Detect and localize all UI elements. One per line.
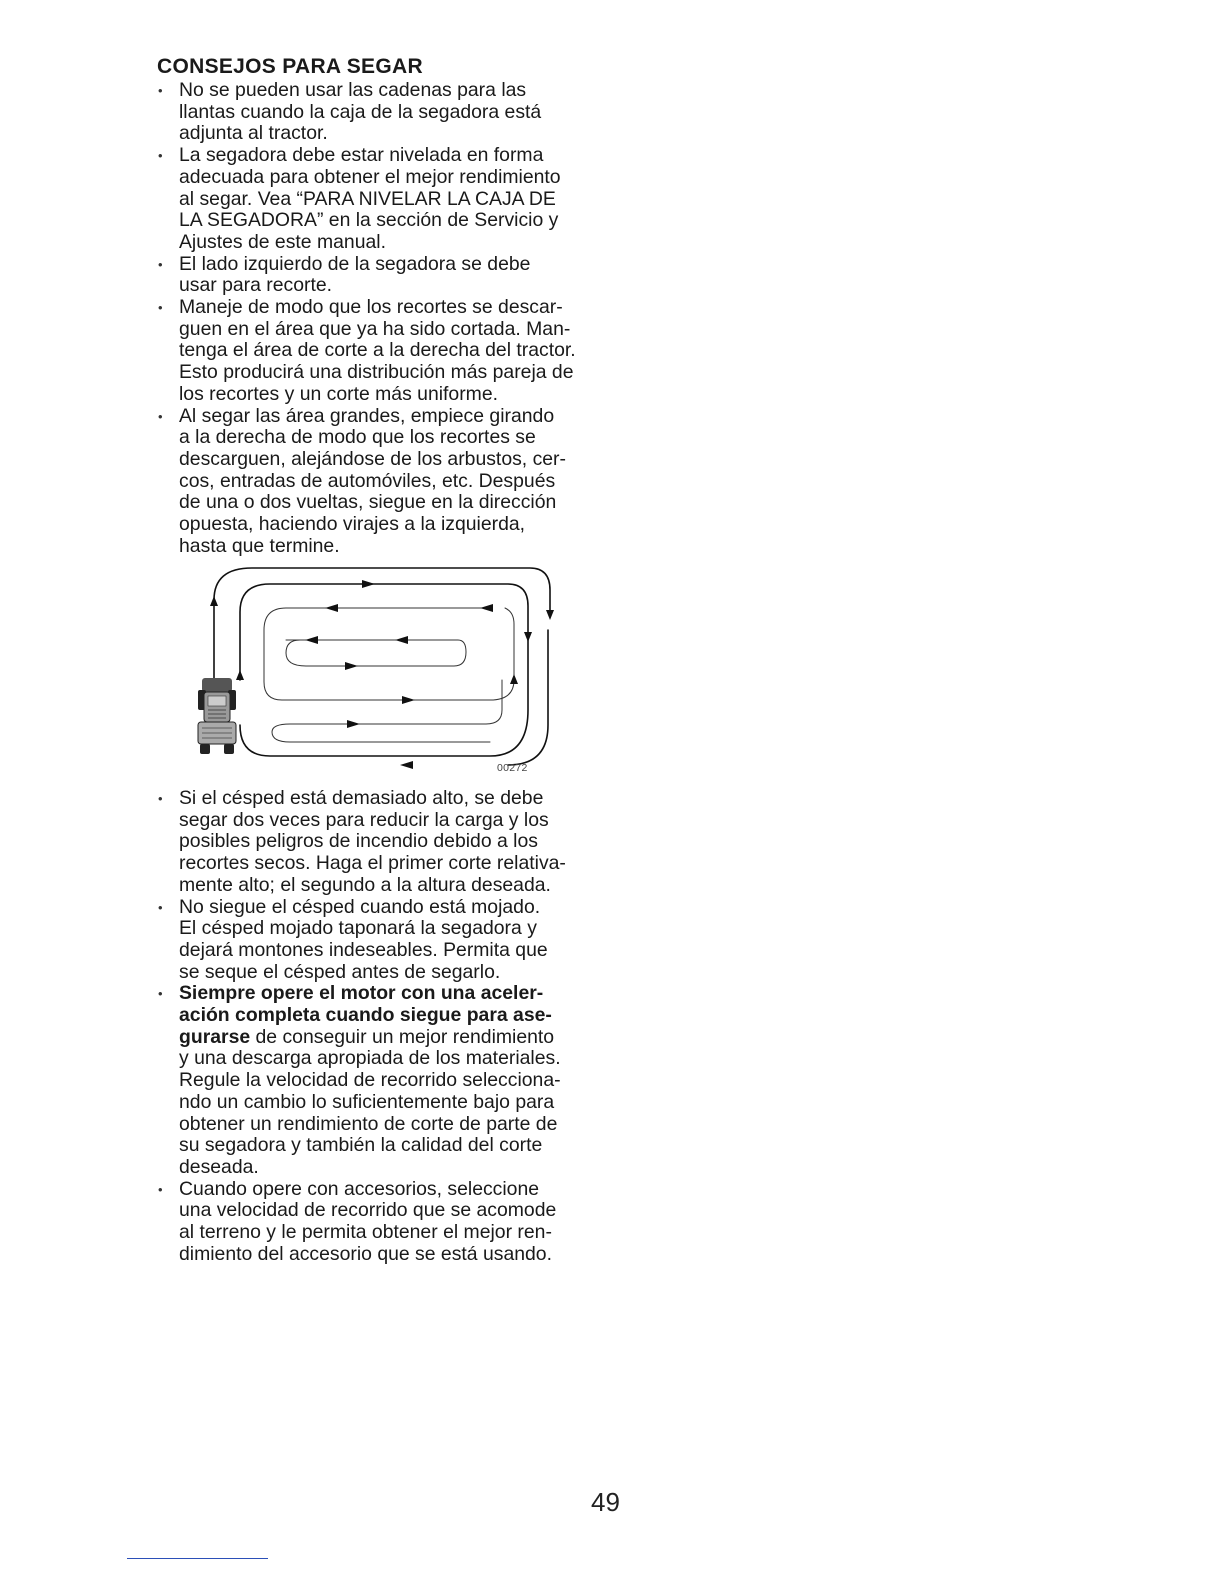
text-line: al segar. Vea “PARA NIVELAR LA CAJA DE [179, 187, 556, 210]
section-title: CONSEJOS PARA SEGAR [157, 55, 423, 78]
text-line: y una descarga apropiada de los materiales. [179, 1047, 561, 1070]
direction-arrow-icon [236, 670, 244, 680]
list-item [157, 897, 607, 984]
top-section [157, 54, 607, 557]
text-line: a la derecha de modo que los recortes se [179, 426, 536, 449]
text-line: hasta que termine. [179, 534, 340, 557]
text-line: Regule la velocidad de recorrido selecciona- [179, 1069, 561, 1092]
text-line: descarguen, alejándose de los arbustos, cer- [179, 447, 566, 470]
direction-arrow-icon [546, 610, 554, 620]
inner-paths [264, 608, 514, 742]
bold-lead: gurarse [179, 1025, 251, 1048]
bold-text-line: • Siempre opere el motor con una aceler- [179, 982, 544, 1005]
path-third [264, 608, 514, 700]
list-item [157, 297, 607, 406]
direction-arrow-icon [362, 580, 375, 588]
path-fifth [272, 680, 502, 742]
path-second [240, 584, 528, 756]
text-line: los recortes y un corte más uniforme. [179, 382, 498, 405]
text-line: • La segadora debe estar nivelada en forma [179, 144, 544, 167]
list-item [157, 406, 607, 558]
text-line: su segadora y también la calidad del corte [179, 1134, 543, 1157]
direction-arrow-icon [395, 636, 408, 644]
text-line: dejará montones indeseables. Permita que [179, 938, 548, 961]
direction-arrow-icon [210, 596, 218, 606]
direction-arrow-icon [480, 604, 493, 612]
tractor-icon [198, 678, 236, 754]
bottom-section [157, 788, 607, 1265]
list-item [157, 254, 607, 297]
direction-arrow-icon [510, 674, 518, 684]
figure-label: 00272 [497, 762, 528, 774]
tips-list-bottom [157, 788, 607, 1265]
direction-arrow-icon [524, 632, 532, 642]
list-item [157, 145, 607, 254]
text-line: se seque el césped antes de segarlo. [179, 960, 501, 983]
text-line: • Maneje de modo que los recortes se descar- [179, 296, 563, 319]
text-line: mente alto; el segundo a la altura deseada. [179, 873, 551, 896]
text-line: una velocidad de recorrido que se acomode [179, 1199, 557, 1222]
text-line: dimiento del accesorio que se está usando. [179, 1242, 552, 1265]
text-line: • El lado izquierdo de la segadora se debe [179, 252, 531, 275]
text-line: • Si el césped está demasiado alto, se debe [179, 787, 544, 809]
direction-arrow-icon [402, 696, 415, 704]
text-line: • No se pueden usar las cadenas para las [179, 79, 527, 101]
direction-arrow-icon [305, 636, 318, 644]
direction-arrow-icon [325, 604, 338, 612]
text-line: de una o dos vueltas, siegue en la dirección [179, 491, 557, 514]
text-line: posibles peligros de incendio debido a los [179, 830, 538, 853]
text-line: guen en el área que ya ha sido cortada. Man- [179, 317, 571, 340]
text-line: Ajustes de este manual. [179, 230, 386, 253]
text-line: opuesta, haciendo virajes a la izquierda, [179, 513, 526, 536]
direction-arrow-icon [400, 761, 413, 769]
text-line: • Al segar las área grandes, empiece girando [179, 404, 555, 427]
text-line: al terreno y le permita obtener el mejor ren- [179, 1221, 552, 1244]
page-number: 49 [591, 1487, 620, 1517]
direction-arrow-icon [345, 662, 358, 670]
text-line: llantas cuando la caja de la segadora está [179, 100, 542, 123]
text-line: deseada. [179, 1155, 259, 1178]
text-line: Esto producirá una distribución más pareja de [179, 361, 574, 384]
text-line: • Cuando opere con accesorios, seleccione [179, 1177, 540, 1200]
list-item [157, 80, 607, 145]
text-line: adecuada para obtener el mejor rendimiento [179, 165, 561, 188]
text-line: adjunta al tractor. [179, 122, 328, 145]
footer-rule [127, 1558, 268, 1559]
lead-rest: de conseguir un mejor rendimiento [250, 1025, 555, 1048]
mowing-pattern-diagram [190, 560, 570, 780]
text-line: cos, entradas de automóviles, etc. Después [179, 469, 556, 492]
text-line [179, 1027, 607, 1049]
text-line: obtener un rendimiento de corte de parte de [179, 1112, 558, 1135]
text-line: El césped mojado taponará la segadora y [179, 917, 537, 940]
path-fourth [286, 640, 466, 666]
text-line: tenga el área de corte a la derecha del tractor. [179, 339, 576, 362]
list-item [157, 1179, 607, 1266]
tips-list-top [157, 80, 607, 557]
text-line: LA SEGADORA” en la sección de Servicio y [179, 209, 559, 232]
text-line: • No siegue el césped cuando está mojado. [179, 895, 541, 918]
text-line: ndo un cambio lo suficientemente bajo para [179, 1090, 555, 1113]
direction-arrow-icon [347, 720, 360, 728]
list-item [157, 788, 607, 897]
list-item [157, 983, 607, 1178]
bold-text-line: ación completa cuando siegue para ase- [179, 1004, 552, 1027]
text-line: recortes secos. Haga el primer corte relativa- [179, 852, 566, 875]
text-line: segar dos veces para reducir la carga y los [179, 808, 549, 831]
text-line: usar para recorte. [179, 274, 333, 297]
